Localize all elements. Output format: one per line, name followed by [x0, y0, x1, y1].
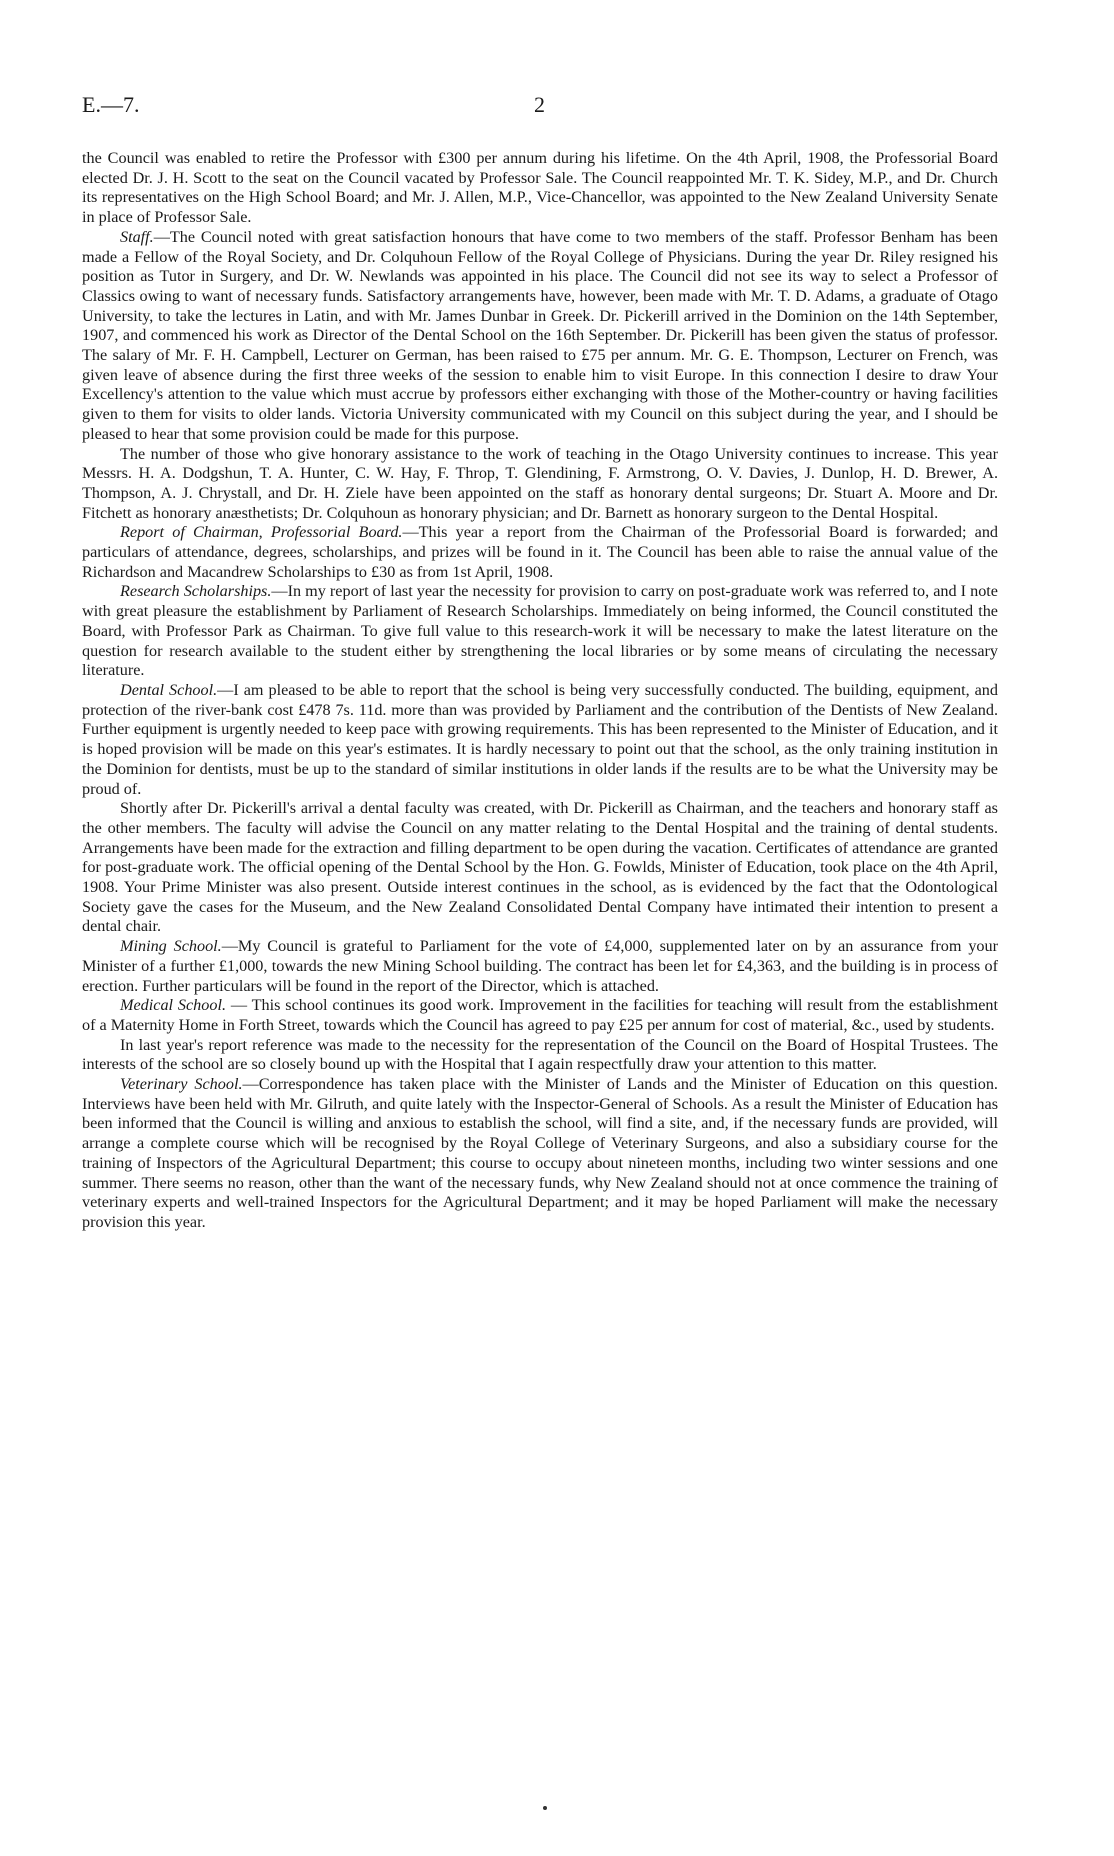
paragraph-council-retirement	[82, 149, 998, 228]
paragraph-text: Shortly after Dr. Pickerill's arrival a dental faculty was created, with Dr. Pickerill as Chairman, and the teachers and honorary staff as the other members. The faculty will advise the Council on any matter relating to the Dental Hospital and the training of dental students. Arrangements have been made for the extraction and filling department to be open during the vacation. Certificates of attendance are granted for post-graduate work. The official opening of the Dental School by the Hon. G. Fowlds, Minister of Education, took place on the 4th April, 1908. Your Prime Minister was also present. Outside interest continues in the school, as is evidenced by the fact that the Odontological Society gave the cases for the Museum, and the New Zealand Consolidated Dental Company have intimated their intention to present a dental chair.	[82, 799, 998, 936]
page-header	[82, 92, 1032, 122]
paragraph-research-scholarships	[82, 582, 998, 681]
paragraph-heading: Dental School.	[120, 680, 218, 699]
paragraph-text: —This year a report from the Chairman of the Professorial Board is forwarded; and particulars of attendance, degrees, scholarships, and prizes will be found in it. The Council has been able to raise the annual value of the Richardson and Macandrew Scholarships to £30 as from 1st April, 1908.	[82, 523, 999, 581]
page-number: 2	[534, 92, 545, 117]
paragraph-dental-school	[82, 681, 998, 799]
paragraph-staff	[82, 228, 998, 445]
paragraph-heading: Research Scholarships.	[120, 582, 272, 601]
paragraph-text: —I am pleased to be able to report that the school is being very successfully conducted. The building, equipment, and protection of the river-bank cost £478 7s. 11d. more than was provided by Parliament and the contribution of the Dentists of New Zealand. Further equipment is urgently needed to keep pace with growing requirements. This has been represented to the Minister of Education, and it is hoped provision will be made on this year's estimates. It is hardly necessary to point out that the school, as the only training institution in the Dominion for dentists, must be up to the standard of similar institutions in older lands if the results are to be what the University may be proud of.	[82, 680, 998, 798]
paragraph-text: —My Council is grateful to Parliament for the vote of £4,000, supplemented later on by an assurance from your Minister of a further £1,000, towards the new Mining School building. The contract has been let for £4,363, and the building is in process of erection. Further particulars will be found in the report of the Director, which is attached.	[82, 937, 998, 995]
paragraph-dental-faculty	[82, 799, 998, 937]
paragraph-veterinary-school	[82, 1075, 998, 1233]
paragraph-heading: Medical School.	[120, 996, 227, 1015]
paragraph-heading: Veterinary School.	[120, 1075, 243, 1094]
paragraph-medical-school	[82, 996, 998, 1035]
paragraph-text: —The Council noted with great satisfaction honours that have come to two members of the staff. Professor Benham has been made a Fellow of the Royal Society, and Dr. Colquhoun Fellow of the Royal College of Physicians. During the year Dr. Riley resigned his position as Tutor in Surgery, and Dr. W. Newlands was appointed in his place. The Council did not see its way to select a Professor of Classics owing to want of necessary funds. Satisfactory arrangements have, however, been made with Mr. T. D. Adams, a graduate of Otago University, to take the lectures in Latin, and with Mr. James Dunbar in Greek. Dr. Pickerill arrived in the Dominion on the 14th September, 1907, and commenced his work as Director of the Dental School on the 16th September. Dr. Pickerill has been given the status of professor. The salary of Mr. F. H. Campbell, Lecturer on German, has been raised to £75 per annum. Mr. G. E. Thompson, Lecturer on French, was given leave of absence during the first three weeks of the session to enable him to visit Europe. In this connection I desire to draw Your Excellency's attention to the value which must accrue by professors either exchanging with those of the Mother-country or having facilities given to them for visits to older lands. Victoria University communicated with my Council on this subject during the year, and I should be pleased to hear that some provision could be made for this purpose.	[82, 227, 998, 443]
paragraph-text: — This school continues its good work. Improvement in the facilities for teaching will result from the establishment of a Maternity Home in Forth Street, towards which the Council has agreed to pay £25 per annum for cost of material, &c., used by students.	[82, 996, 999, 1034]
paragraph-text: —Correspondence has taken place with the Minister of Lands and the Minister of Education on this question. Interviews have been held with Mr. Gilruth, and quite lately with the Inspector-General of Schools. As a result the Minister of Education has been informed that the Council is willing and anxious to establish the school, will find a site, and, if the necessary funds are provided, will arrange a complete course which will be recognised by the Royal College of Veterinary Surgeons, and also a subsidiary course for the training of Inspectors of the Agricultural Department; this course to occupy about nineteen months, including two winter sessions and one summer. There seems no reason, other than the want of the necessary funds, why New Zealand should not at once commence the training of veterinary experts and well-trained Inspectors for the Agricultural Department; and it may be hoped Parliament will make the necessary provision this year.	[82, 1075, 998, 1231]
paragraph-heading: Mining School.	[120, 937, 222, 956]
document-body	[82, 149, 998, 1233]
paragraph-text: In last year's report reference was made to the necessity for the representation of the Council on the Board of Hospital Trustees. The interests of the school are so closely bound up with the Hospital that I again respectfully draw your attention to this matter.	[82, 1035, 998, 1074]
paragraph-report-of-chairman	[82, 523, 998, 582]
paragraph-text: the Council was enabled to retire the Professor with £300 per annum during his lifetime. On the 4th April, 1908, the Professorial Board elected Dr. J. H. Scott to the seat on the Council vacated by Professor Sale. The Council reappointed Mr. T. K. Sidey, M.P., and Dr. Church its representatives on the High School Board; and Mr. J. Allen, M.P., Vice-Chancellor, was appointed to the New Zealand University Senate in place of Professor Sale.	[82, 149, 998, 227]
paragraph-hospital-trustees	[82, 1036, 998, 1075]
paragraph-text: —In my report of last year the necessity for provision to carry on post-graduate work was referred to, and I note with great pleasure the establishment by Parliament of Research Scholarships. Immediately on being informed, the Council constituted the Board, with Professor Park as Chairman. To give full value to this research-work it will be necessary to make the latest literature on the question for research available to the student either by strengthening the local libraries or by some means of circulating the necessary literature.	[82, 582, 998, 680]
page-mark	[543, 1806, 547, 1810]
paragraph-text: The number of those who give honorary assistance to the work of teaching in the Otago University continues to increase. This year Messrs. H. A. Dodgshun, T. A. Hunter, C. W. Hay, F. Throp, T. Glendining, F. Armstrong, O. V. Davies, J. Dunlop, H. D. Brewer, A. Thompson, A. J. Chrystall, and Dr. H. Ziele have been appointed on the staff as honorary dental surgeons; Dr. Stuart A. Moore and Dr. Fitchett as honorary anæsthetists; Dr. Colquhoun as honorary physician; and Dr. Barnett as honorary surgeon to the Dental Hospital.	[82, 444, 998, 522]
paragraph-honorary-assistance	[82, 445, 998, 524]
paragraph-heading: Report of Chairman, Professorial Board.	[120, 523, 403, 542]
paragraph-mining-school	[82, 937, 998, 996]
paragraph-heading: Staff.	[120, 227, 154, 246]
document-code: E.—7.	[82, 92, 140, 117]
